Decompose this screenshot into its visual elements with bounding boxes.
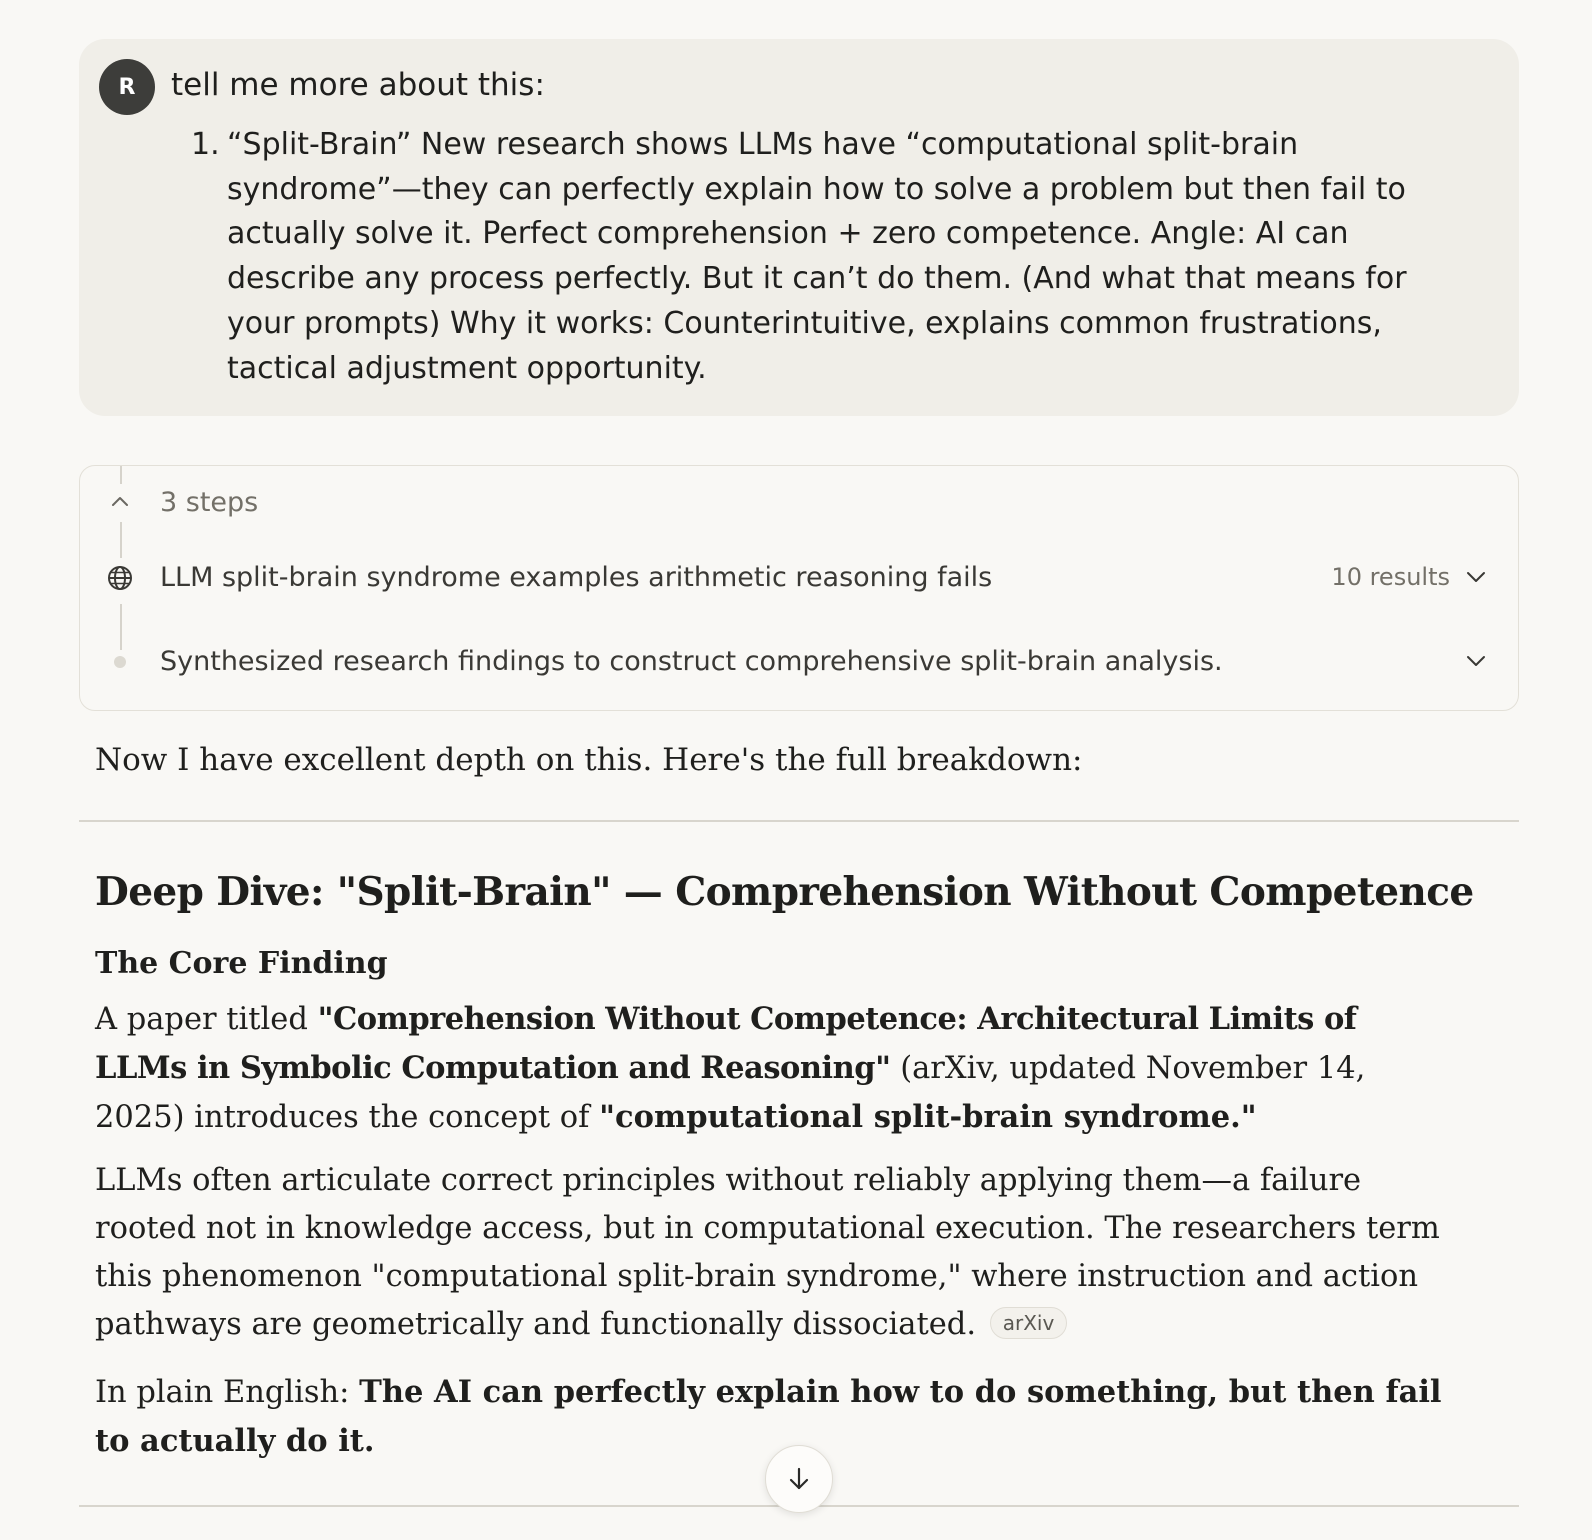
scroll-to-bottom-button[interactable] [765,1445,833,1513]
user-message-list-item [191,123,1421,391]
plain-english-summary: The AI can perfectly explain how to do something, but then fail to actually do it. [95,1374,1442,1459]
citation-badge[interactable]: arXiv [990,1307,1068,1339]
avatar: R [99,59,155,115]
arrow-down-icon [784,1464,814,1494]
user-message-intro: tell me more about this: [171,67,545,103]
paragraph-explanation [95,1157,1445,1349]
expand-results-button[interactable] [1462,563,1490,591]
synthesis-step-text: Synthesized research findings to construct comprehensive split-brain analysis. [160,646,1223,677]
chevron-down-icon [1464,565,1488,589]
chevron-up-icon [108,490,132,514]
concept-name: "computational split-brain syndrome." [599,1099,1257,1135]
divider [79,820,1519,822]
paragraph-paper-title [95,995,1445,1142]
search-results-count[interactable]: 10 results [1331,563,1450,591]
list-number: 1. [191,127,220,162]
paper-title: "Comprehension Without Competence: Architectural Limits of LLMs in Symbolic Computation and Reasoning" [95,1001,1357,1086]
timeline-line [120,522,122,558]
paragraph-text: In plain English: [95,1375,360,1410]
chevron-down-icon [1464,649,1488,673]
response-intro: Now I have excellent depth on this. Here's the full breakdown: [95,742,1083,778]
step-dot-icon [104,646,136,678]
search-query: LLM split-brain syndrome examples arithmetic reasoning fails [160,562,993,593]
user-message-bubble [79,39,1519,416]
steps-panel [79,465,1519,711]
paragraph-text: A paper titled [95,1002,318,1037]
response-subheading: The Core Finding [95,946,388,981]
response-heading: Deep Dive: "Split-Brain" — Comprehension Without Competence [95,869,1474,915]
expand-synthesis-button[interactable] [1462,647,1490,675]
collapse-steps-button[interactable] [104,486,136,518]
globe-icon [104,562,136,594]
timeline-line [120,466,122,484]
paragraph-text: (arXiv, updated November 14, 2025) introduces the concept of [95,1051,1366,1135]
list-text: “Split-Brain” New research shows LLMs have “computational split-brain syndrome”—they can perfectly explain how to solve a problem but then fail to actually solve it. Perfect comprehension + zero competence. Angle: AI can describe any process perfectly. But it can’t do them. (And what that means for your prompts) Why it works: Counterintuitive, explains common frustrations, tactical adjustment opportunity. [227,127,1407,386]
paragraph-plain-english [95,1368,1445,1466]
timeline-line [120,604,122,650]
paragraph-text: LLMs often articulate correct principles without reliably applying them—a failure rooted not in knowledge access, but in computational execution. The researchers term this phenomenon "computational split-brain syndrome," where instruction and action pathways are geometrically and functionally dissociated. [95,1163,1440,1342]
steps-count-label[interactable]: 3 steps [160,487,259,518]
